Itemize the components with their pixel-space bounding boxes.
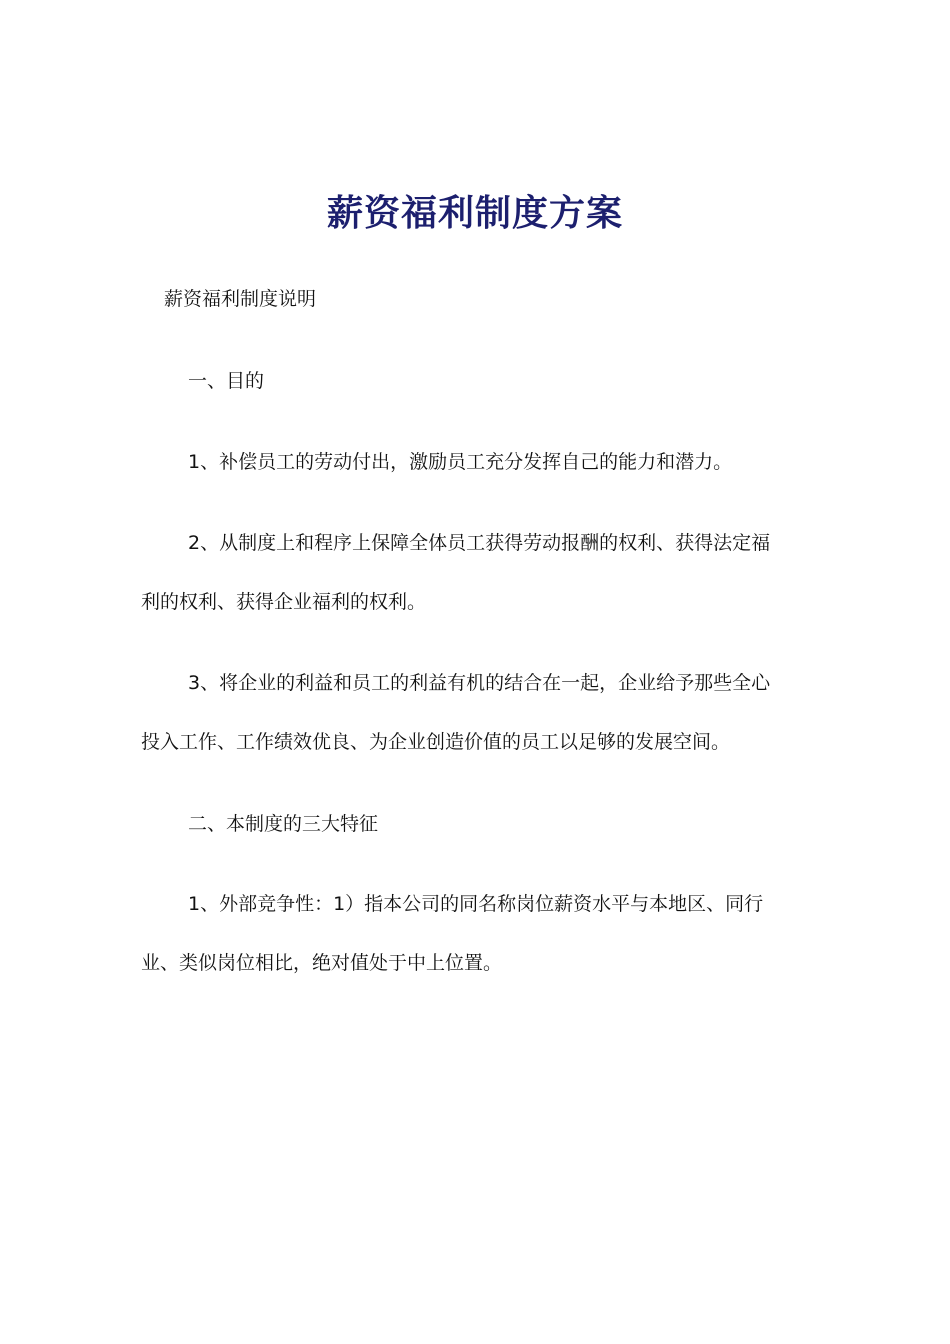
paragraph-feature-1-line-2: 业、类似岗位相比，绝对值处于中上位置。 — [141, 952, 503, 974]
document-subtitle: 薪资福利制度说明 — [164, 288, 317, 310]
paragraph-item-2-line-2: 利的权利、获得企业福利的权利。 — [141, 591, 427, 613]
section-heading-purpose: 一、目的 — [188, 370, 265, 392]
paragraph-item-1: 1、补偿员工的劳动付出，激励员工充分发挥自己的能力和潜力。 — [188, 451, 733, 473]
paragraph-item-3-line-2: 投入工作、工作绩效优良、为企业创造价值的员工以足够的发展空间。 — [141, 731, 731, 753]
paragraph-feature-1-line-1: 1、外部竞争性：1）指本公司的同名称岗位薪资水平与本地区、同行 — [188, 893, 764, 915]
paragraph-item-3-line-1: 3、将企业的利益和员工的利益有机的结合在一起，企业给予那些全心 — [188, 672, 771, 694]
section-heading-features: 二、本制度的三大特征 — [188, 813, 379, 835]
paragraph-item-2-line-1: 2、从制度上和程序上保障全体员工获得劳动报酬的权利、获得法定福 — [188, 532, 771, 554]
document-title: 薪资福利制度方案 — [326, 193, 623, 234]
